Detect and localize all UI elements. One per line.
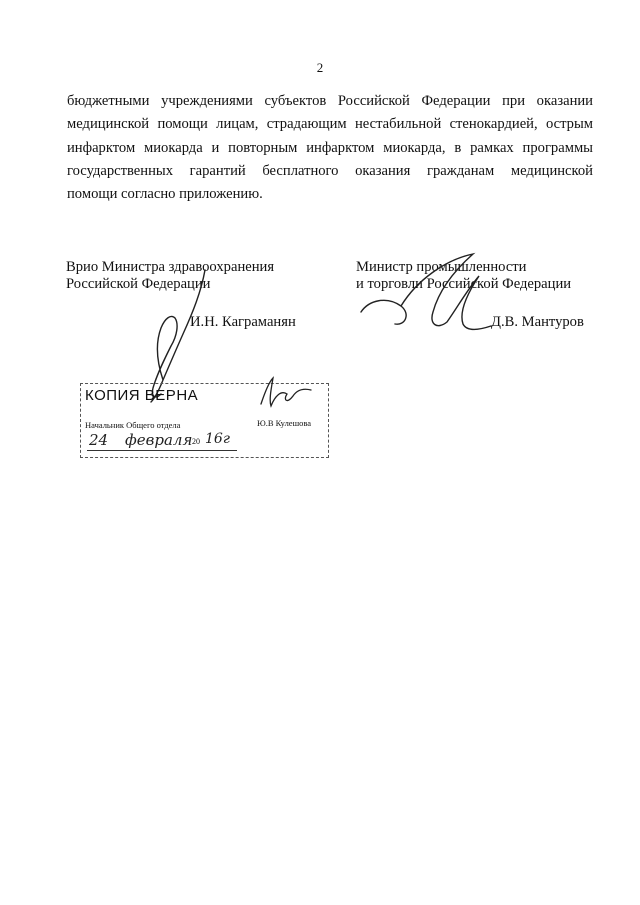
left-title-line-1: Врио Министра здравоохранения bbox=[66, 259, 275, 275]
left-signatory-name: И.Н. Каграманян bbox=[190, 314, 296, 330]
paragraph-line: бюджетными учреждениями субъектов Российской Федерации при оказании bbox=[67, 93, 593, 109]
right-title-line-2: и торговли Российской Федерации bbox=[356, 276, 572, 292]
left-title-line-2: Российской Федерации bbox=[66, 276, 211, 292]
stamp-date-year-prefix: 20 bbox=[192, 437, 200, 446]
paragraph-line: государственных гарантий бесплатного оказания гражданам медицинской bbox=[67, 162, 593, 179]
right-title-line-1: Министр промышленности bbox=[356, 259, 527, 275]
right-handwritten-signature bbox=[355, 250, 505, 340]
paragraph-line: инфарктом миокарда и повторным инфарктом миокарда, в рамках программы bbox=[67, 139, 593, 156]
stamp-title: КОПИЯ ВЕРНА bbox=[85, 387, 199, 404]
stamp-date-underline bbox=[87, 450, 237, 451]
stamp-signer: Ю.В Кулешова bbox=[257, 418, 312, 428]
stamp-date bbox=[87, 431, 237, 451]
paragraph-line: медицинской помощи лицам, страдающим нестабильной стенокардией, острым bbox=[67, 116, 593, 133]
page-number: 2 bbox=[316, 60, 324, 75]
stamp-position: Начальник Общего отдела bbox=[85, 420, 181, 430]
stamp-date-year: 16г bbox=[205, 431, 230, 447]
paragraph-line: помощи согласно приложению. bbox=[67, 186, 263, 203]
certified-copy-stamp bbox=[80, 383, 329, 458]
body-paragraph bbox=[67, 90, 593, 206]
stamp-date-month: февраля bbox=[125, 431, 193, 449]
stamp-date-day: 24 bbox=[89, 431, 109, 449]
right-signatory-name: Д.В. Мантуров bbox=[491, 314, 584, 330]
stamp-handwritten-signature bbox=[257, 374, 317, 414]
